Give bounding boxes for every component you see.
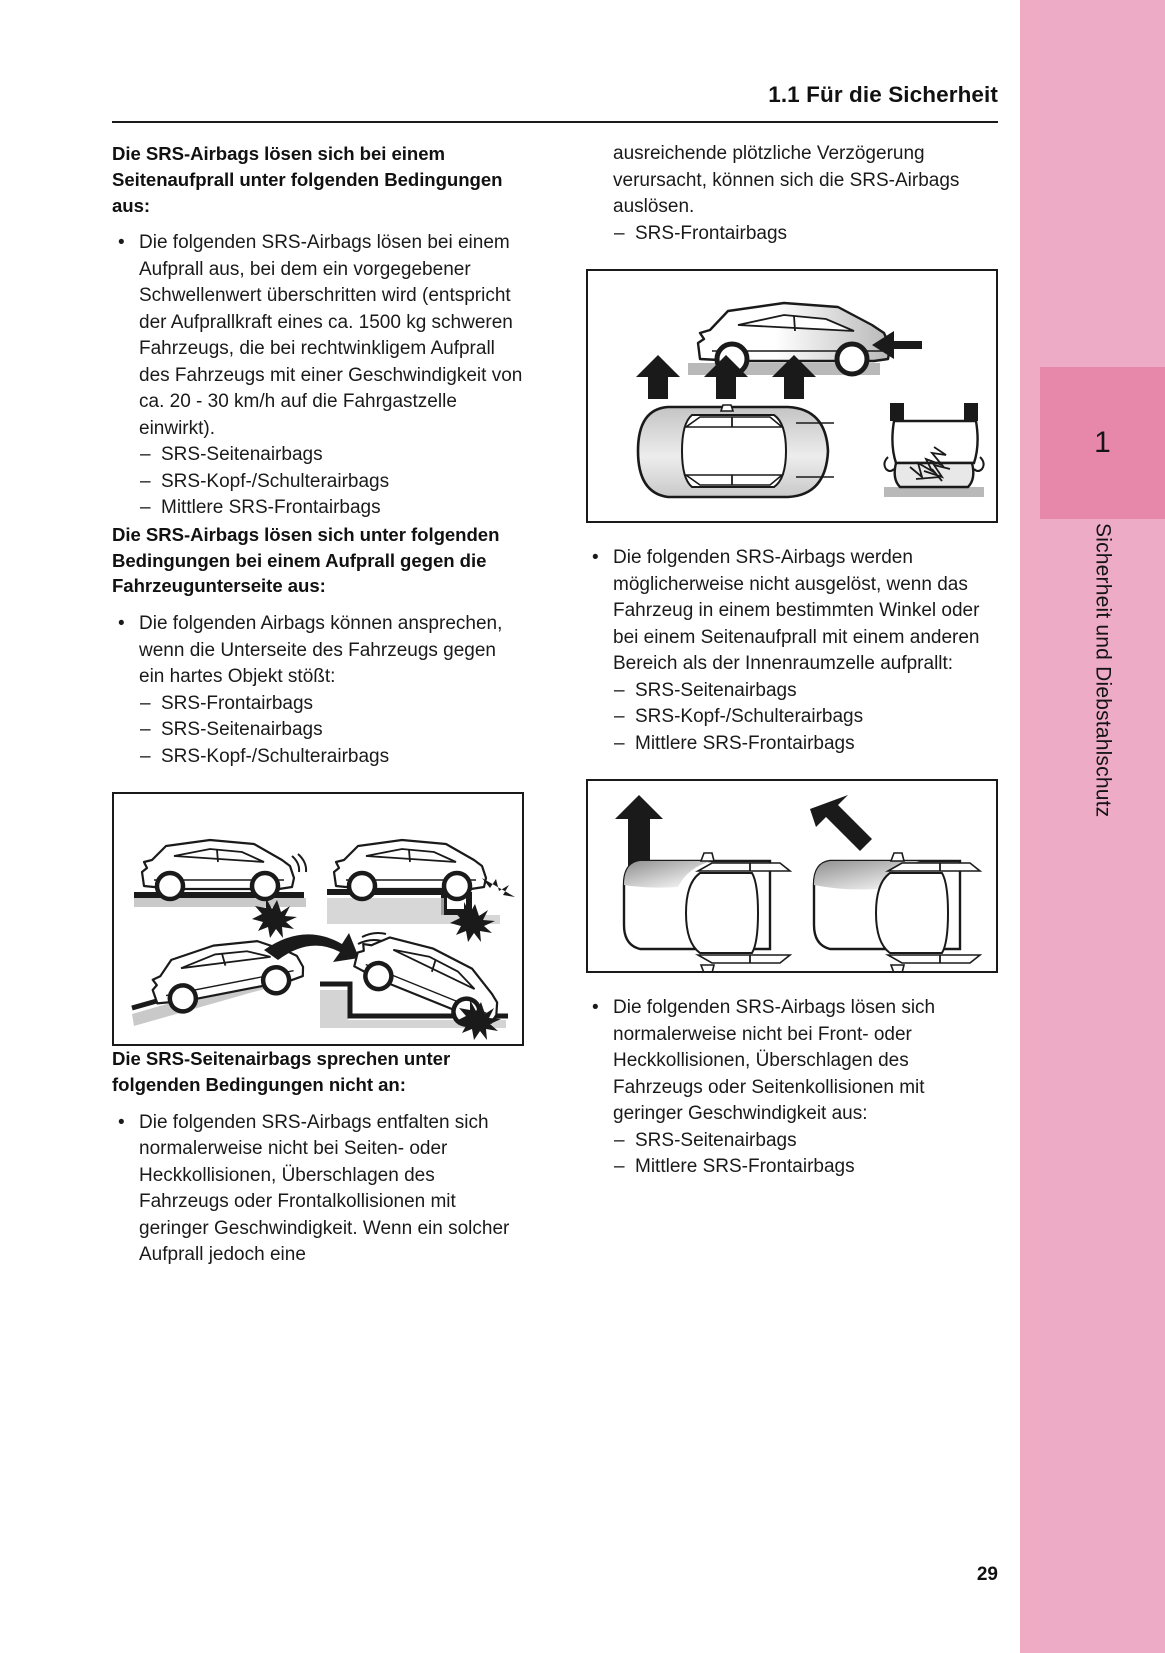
scene-offset-front-impact (615, 795, 790, 971)
right-column (586, 141, 998, 1181)
sub-item-label: SRS-Frontairbags (635, 222, 788, 244)
dash-icon: – (140, 444, 151, 466)
bullet-dot-icon: • (592, 997, 599, 1018)
sub-item-label: Mittlere SRS-Frontairbags (635, 1156, 855, 1177)
scene-flat-road-impact (134, 840, 306, 938)
sub-item-label: SRS-Frontairbags (161, 692, 314, 714)
bullet-list-1 (112, 230, 524, 522)
sub-list-1 (139, 442, 524, 522)
sub-item-label: SRS-Kopf-/Schulterairbags (635, 706, 864, 727)
underbody-impact-illustration (114, 794, 522, 1044)
bullet-text: Die folgenden SRS-Airbags lösen bei einem Aufprall aus, bei dem ein vorgegebener Schwellenwert überschritten wird (entspricht der Aufprallkraft eines ca. 1500 kg schweren Fahrzeugs, die bei rechtwinkligem Aufprall des Fahrzeugs mit einer Geschwindigkeit von ca. 20 - 30 km/h auf die Fahrgastzelle einwirkt). (139, 232, 523, 439)
chapter-tab-strip (1020, 0, 1165, 1653)
list-item (139, 495, 524, 522)
list-item (139, 469, 524, 496)
rear-rollover-frontal-impact-illustration (588, 271, 996, 521)
sub-list-2 (139, 691, 524, 771)
sub-list-right-2 (613, 1128, 998, 1181)
header-divider (112, 121, 998, 123)
list-item (613, 1128, 998, 1155)
continuation-sub-list (586, 221, 998, 248)
sub-list-right-1 (613, 678, 998, 758)
sub-item-label: SRS-Kopf-/Schulterairbags (161, 470, 390, 492)
chapter-number: 1 (1094, 426, 1111, 459)
heading-side-impact: Die SRS-Airbags lösen sich bei einem Seitenaufprall unter folgenden Bedingungen aus: (112, 143, 503, 216)
list-item (586, 545, 998, 757)
scene-angled-front-impact (810, 795, 980, 971)
list-item (586, 995, 998, 1181)
sub-item-label: Mittlere SRS-Frontairbags (635, 732, 855, 754)
bullet-list-3 (112, 1110, 524, 1269)
list-item (139, 744, 524, 771)
list-item (613, 731, 998, 758)
list-item (613, 704, 998, 731)
dash-icon: – (140, 692, 151, 714)
page-number: 29 (976, 1564, 998, 1585)
figure-underbody-impact (112, 792, 524, 1046)
dash-icon: – (614, 679, 625, 701)
list-item (613, 221, 998, 248)
sub-item-label: SRS-Kopf-/Schulterairbags (161, 745, 390, 767)
scene-frontal-view (884, 403, 984, 497)
bullet-dot-icon: • (118, 232, 125, 254)
dash-icon: – (614, 1156, 625, 1177)
list-item (112, 611, 524, 770)
dash-icon: – (614, 706, 625, 727)
bullet-text: Die folgenden SRS-Airbags entfalten sich normalerweise nicht bei Seiten- oder Heckkollisionen, Überschlagen des Fahrzeugs oder Frontalkollisionen mit geringer Geschwindigkeit. Wenn ein solcher Aufprall jedoch eine (139, 1111, 510, 1265)
offset-angled-impact-illustration (588, 781, 996, 971)
list-item (139, 442, 524, 469)
heading-side-airbags-no-deploy: Die SRS-Seitenairbags sprechen unter folgenden Bedingungen nicht an: (112, 1048, 451, 1095)
chapter-title-vertical: Sicherheit und Diebstahlschutz (1091, 523, 1115, 818)
list-item (613, 1154, 998, 1181)
bullet-list-2 (112, 611, 524, 770)
dash-icon: – (140, 470, 151, 492)
heading-underbody-impact: Die SRS-Airbags lösen sich unter folgenden Bedingungen bei einem Aufprall gegen die Fahrzeugunterseite aus: (112, 523, 500, 597)
sub-item-label: SRS-Seitenairbags (161, 719, 323, 740)
dash-icon: – (140, 719, 151, 740)
sub-item-label: Mittlere SRS-Frontairbags (161, 497, 381, 519)
bullet-dot-icon: • (592, 547, 599, 568)
list-item (139, 691, 524, 718)
bullet-text: Die folgenden Airbags können ansprechen, wenn die Unterseite des Fahrzeugs gegen ein hartes Objekt stößt: (139, 613, 503, 687)
list-item (112, 1110, 524, 1269)
sub-item-label: SRS-Seitenairbags (161, 444, 323, 466)
scene-rollover-top-view (636, 355, 834, 497)
sub-item-label: SRS-Seitenairbags (635, 1129, 797, 1151)
dash-icon: – (614, 732, 625, 754)
page-header-title: 1.1 Für die Sicherheit (768, 82, 998, 107)
bullet-list-right-1 (586, 545, 998, 757)
bullet-dot-icon: • (118, 613, 125, 634)
continuation-paragraph: ausreichende plötzliche Verzögerung verursacht, können sich die SRS-Airbags auslösen. (613, 143, 960, 217)
list-item (613, 678, 998, 705)
dash-icon: – (140, 497, 151, 519)
sub-item-label: SRS-Seitenairbags (635, 679, 797, 701)
list-item (112, 230, 524, 522)
figure-offset-angled-impact (586, 779, 998, 973)
bullet-text: Die folgenden SRS-Airbags werden möglicherweise nicht ausgelöst, wenn das Fahrzeug in einem bestimmten Winkel oder bei einem Seitenaufprall mit einem anderen Bereich als der Innenraumzelle aufprallt: (613, 547, 980, 674)
left-column (112, 141, 524, 1269)
bullet-list-right-2 (586, 995, 998, 1181)
figure-rear-rollover-frontal (586, 269, 998, 523)
scene-dropoff-impact (327, 840, 515, 942)
bullet-dot-icon: • (118, 1111, 125, 1133)
dash-icon: – (614, 1129, 625, 1151)
dash-icon: – (140, 745, 151, 767)
dash-icon: – (614, 222, 625, 244)
bullet-text: Die folgenden SRS-Airbags lösen sich normalerweise nicht bei Front- oder Heckkollisionen, Überschlagen des Fahrzeugs oder Seitenkollisionen mit geringer Geschwindigkeit aus: (613, 997, 936, 1124)
list-item (139, 717, 524, 744)
